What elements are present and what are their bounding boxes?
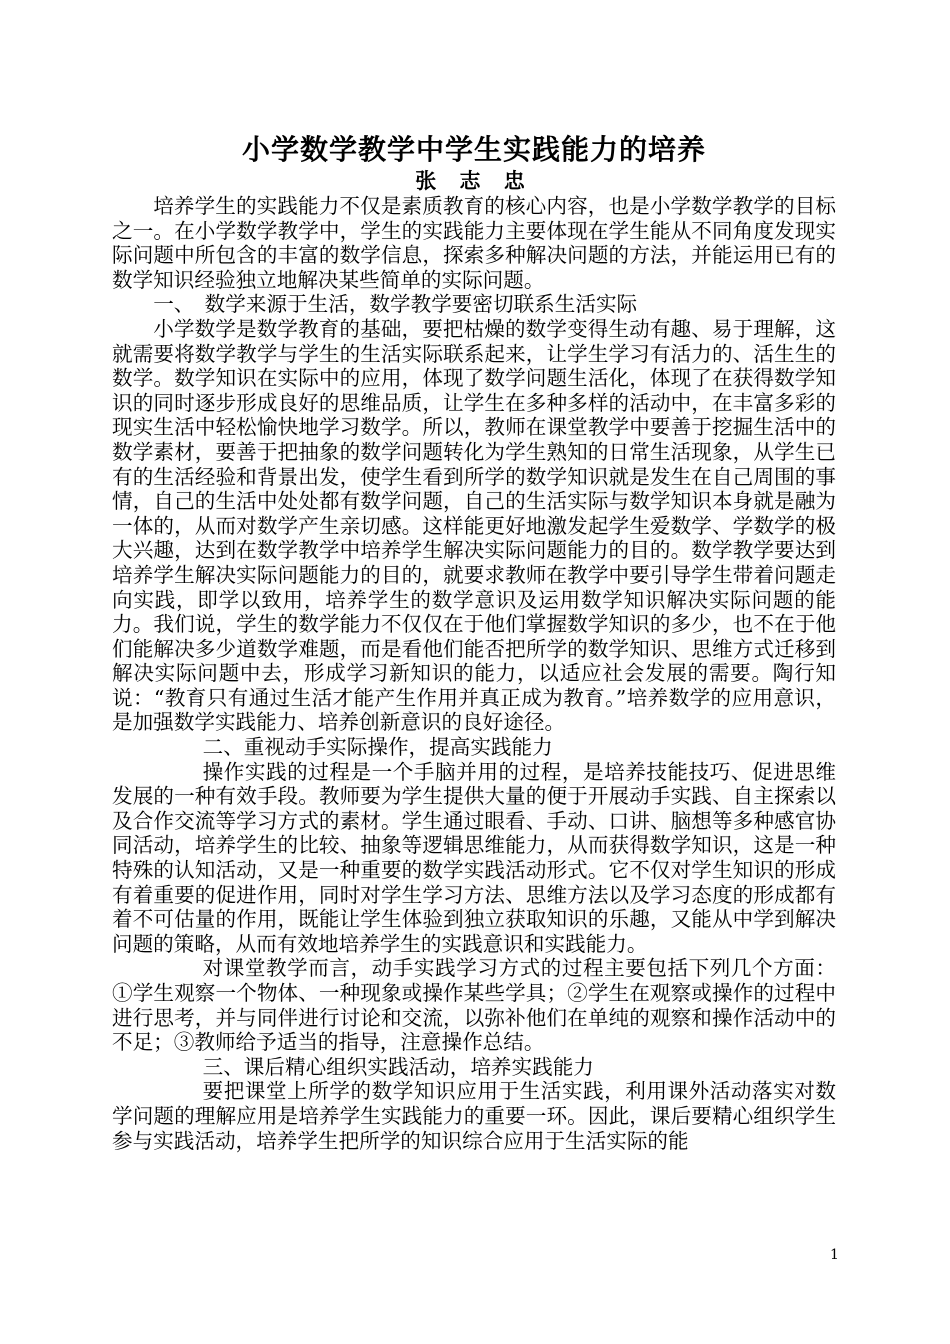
author-name: 张 志 忠 [415,168,533,193]
page-title: 小学数学教学中学生实践能力的培养 [241,133,706,166]
section-heading-2: 二、重视动手实际操作，提高实践能力 [202,735,553,760]
paragraph-section-2a: 操作实践的过程是一个手脑并用的过程，是培养技能技巧、促进思维发展的一种有效手段。教师要为学生提供大量的便于开展动手实践、自主探索以及合作交流等学习方式的素材。学生通过眼看、手动、口讲、脑想等多种感官协同活动，培养学生的比较、抽象等逻辑思维能力，从而获得数学知识，这是一种特殊的认知活动，又是一种重要的数学实践活动形式。它不仅对学生知识的形成有着重要的促进作用，同时对学生学习方法、思维方法以及学习态度的形成都有着不可估量的作用，既能让学生体验到独立获取知识的乐趣，又能从中学到解决问题的策略，从而有效地培养学生的实践意识和实践能力。 [112,759,836,956]
paragraph-section-2b: 对课堂教学而言，动手实践学习方式的过程主要包括下列几个方面：①学生观察一个物体、一种现象或操作某些学具；②学生在观察或操作的过程中进行思考，并与同伴进行讨论和交流，以弥补他们在单纯的观察和操作活动中的不足；③教师给予适当的指导，注意操作总结。 [112,956,836,1055]
paragraph-section-3: 要把课堂上所学的数学知识应用于生活实践，利用课外活动落实对数学问题的理解应用是培养学生实践能力的重要一环。因此，课后要精心组织学生参与实践活动，培养学生把所学的知识综合应用于生活实际的能 [112,1079,836,1153]
page-number: 1 [830,1247,839,1263]
paragraph-section-1: 小学数学是数学教育的基础，要把枯燥的数学变得生动有趣、易于理解，这就需要将数学教学与学生的生活实际联系起来，让学生学习有活力的、活生生的数学。数学知识在实际中的应用，体现了数学问题生活化，体现了在获得数学知识的同时逐步形成良好的思维品质，让学生在多种多样的活动中，在丰富多彩的现实生活中轻松愉快地学习数学。所以，教师在课堂教学中要善于挖掘生活中的数学素材，要善于把抽象的数学问题转化为学生熟知的日常生活现象，从学生已有的生活经验和背景出发，使学生看到所学的数学知识就是发生在自己周围的事情，自己的生活中处处都有数学问题，自己的生活实际与数学知识本身就是融为一体的，从而对数学产生亲切感。这样能更好地激发起学生爱数学、学数学的极大兴趣，达到在数学教学中培养学生解决实际问题能力的目的。数学教学要达到培养学生解决实际问题能力的目的，就要求教师在教学中要引导学生带着问题走向实践，即学以致用，培养学生的数学意识及运用数学知识解决实际问题的能力。我们说，学生的数学能力不仅仅在于他们掌握数学知识的多少，也不在于他们能解决多少道数学难题，而是看他们能否把所学的数学知识、思维方式迁移到解决实际问题中去，形成学习新知识的能力，以适应社会发展的需要。陶行知说：“教育只有通过生活才能产生作用并真正成为教育。”培养数学的应用意识，是加强数学实践能力、培养创新意识的良好途径。 [112,316,836,735]
section-heading-1: 一、 数学来源于生活，数学教学要密切联系生活实际 [153,292,638,317]
section-heading-3: 三、课后精心组织实践活动，培养实践能力 [202,1054,594,1079]
document-body [112,132,836,1153]
paragraph-intro: 培养学生的实践能力不仅是素质教育的核心内容，也是小学数学教学的目标之一。在小学数学教学中，学生的实践能力主要体现在学生能从不同角度发现实际问题中所包含的丰富的数学信息，探索多种解决问题的方法，并能运用已有的数学知识经验独立地解决某些简单的实际问题。 [112,194,836,292]
